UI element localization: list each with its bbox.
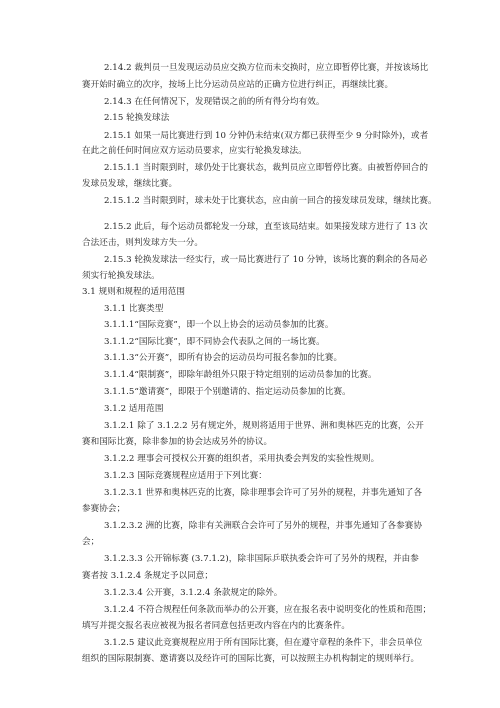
para-3-1-2-1-line-1: 3.1.2.1 除了 3.1.2.2 另有规定外，规则将适用于世界、洲和奥林匹克的比赛，公开 xyxy=(104,421,424,431)
para-3-1-2-1-line-2: 赛和国际比赛，除非参加的协会达成另外的协议。 xyxy=(82,437,273,447)
para-2-14-2-line-2: 赛开始时确立的次序，按场上比分运动员应站的正确方位进行纠正，再继续比赛。 xyxy=(82,80,394,90)
para-2-15-3-line-2: 须实行轮换发球法。 xyxy=(82,271,160,281)
para-3-1-2-4-line-2: 填写并提交报名表应被视为报名者同意包括更改内容在内的比赛条件。 xyxy=(82,621,350,631)
heading-3-1: 3.1 规则和规程的适用范围 xyxy=(82,287,186,297)
para-3-1-2-5-line-1: 3.1.2.5 建议此竞赛规程应用于所有国际比赛，但在遵守章程的条件下，非会员单位 xyxy=(104,638,423,648)
para-2-15-1-2: 2.15.1.2 当时限到时，球未处于比赛状态，应由前一回合的接发球员发球，继续比赛。 xyxy=(104,196,437,206)
para-3-1-1-2: 3.1.1.2“国际比赛”，即不同协会代表队之间的一场比赛。 xyxy=(104,337,325,347)
para-3-1-2-3-2-line-1: 3.1.2.3.2 洲的比赛，除非有关洲联合会许可了另外的规程，并事先通知了各参赛协 xyxy=(104,521,423,531)
para-3-1-2-3-1-line-1: 3.1.2.3.1 世界和奥林匹克的比赛，除非理事会许可了另外的规程，并事先通知了各 xyxy=(104,488,423,498)
heading-3-1-2: 3.1.2 适用范围 xyxy=(104,404,164,414)
para-2-15-1-1-line-2: 发球员发球，继续比赛。 xyxy=(82,179,178,189)
para-2-15-2-line-1: 2.15.2 此后，每个运动员都轮发一分球，直至该局结束。如果接发球方进行了 13 次 xyxy=(104,222,428,232)
para-2-15-1-1-line-1: 2.15.1.1 当时限到时，球仍处于比赛状态，裁判员应立即暂停比赛。由被暂停回合的 xyxy=(104,163,428,173)
heading-3-1-1: 3.1.1 比赛类型 xyxy=(104,304,164,314)
para-2-15-1-line-2: 在此之前任何时间应双方运动员要求，应实行轮换发球法。 xyxy=(82,146,307,156)
para-3-1-2-3-1-line-2: 参赛协会； xyxy=(82,504,126,514)
para-3-1-1-1: 3.1.1.1“国际竞赛”，即一个以上协会的运动员参加的比赛。 xyxy=(104,320,334,330)
para-2-15-3-line-1: 2.15.3 轮换发球法一经实行，或一局比赛进行了 10 分钟，该场比赛的剩余的各局必 xyxy=(104,255,428,265)
para-3-1-1-5: 3.1.1.5“邀请赛”，即限于个别邀请的、指定运动员参加的比赛。 xyxy=(104,387,351,397)
para-3-1-2-5-line-2: 组织的国际限制赛、邀请赛以及经许可的国际比赛，可以按照主办机构制定的规则举行。 xyxy=(82,654,420,664)
para-3-1-1-4: 3.1.1.4“限制赛”，即除年龄组外只限于特定组别的运动员参加的比赛。 xyxy=(104,370,377,380)
heading-2-15: 2.15 轮换发球法 xyxy=(104,113,170,123)
para-3-1-2-3: 3.1.2.3 国际竞赛规程应适用于下列比赛： xyxy=(104,471,267,481)
para-3-1-1-3: 3.1.1.3“公开赛”，即所有协会的运动员均可报名参加的比赛。 xyxy=(104,353,343,363)
para-2-14-2-line-1: 2.14.2 裁判员一旦发现运动员应交换方位而未交换时，应立即暂停比赛，并按该场比 xyxy=(104,63,429,73)
para-2-15-2-line-2: 合法还击，则判发球方失一分。 xyxy=(82,238,204,248)
para-3-1-2-4-line-1: 3.1.2.4 不符合规程任何条款而举办的公开赛，应在报名表中说明变化的性质和范围； xyxy=(104,605,432,615)
para-3-1-2-3-3-line-2: 赛者按 3.1.2.4 条规定予以同意； xyxy=(82,571,214,581)
para-3-1-2-3-3-line-1: 3.1.2.3.3 公开锦标赛 (3.7.1.2)，除非国际乒联执委会许可了另外的规程，并由参 xyxy=(104,554,419,564)
para-2-14-3: 2.14.3 在任何情况下，发现错误之前的所有得分均有效。 xyxy=(104,97,325,107)
para-3-1-2-3-2-line-2: 会； xyxy=(82,537,100,547)
para-3-1-2-3-4: 3.1.2.3.4 公开赛，3.1.2.4 条款规定的除外。 xyxy=(104,588,283,598)
para-2-15-1-line-1: 2.15.1 如果一局比赛进行到 10 分钟仍未结束(双方都已获得至少 9 分时除外)，或者 xyxy=(104,131,429,141)
para-3-1-2-2: 3.1.2.2 理事会可授权公开赛的组织者，采用执委会判发的实验性规则。 xyxy=(104,454,380,464)
